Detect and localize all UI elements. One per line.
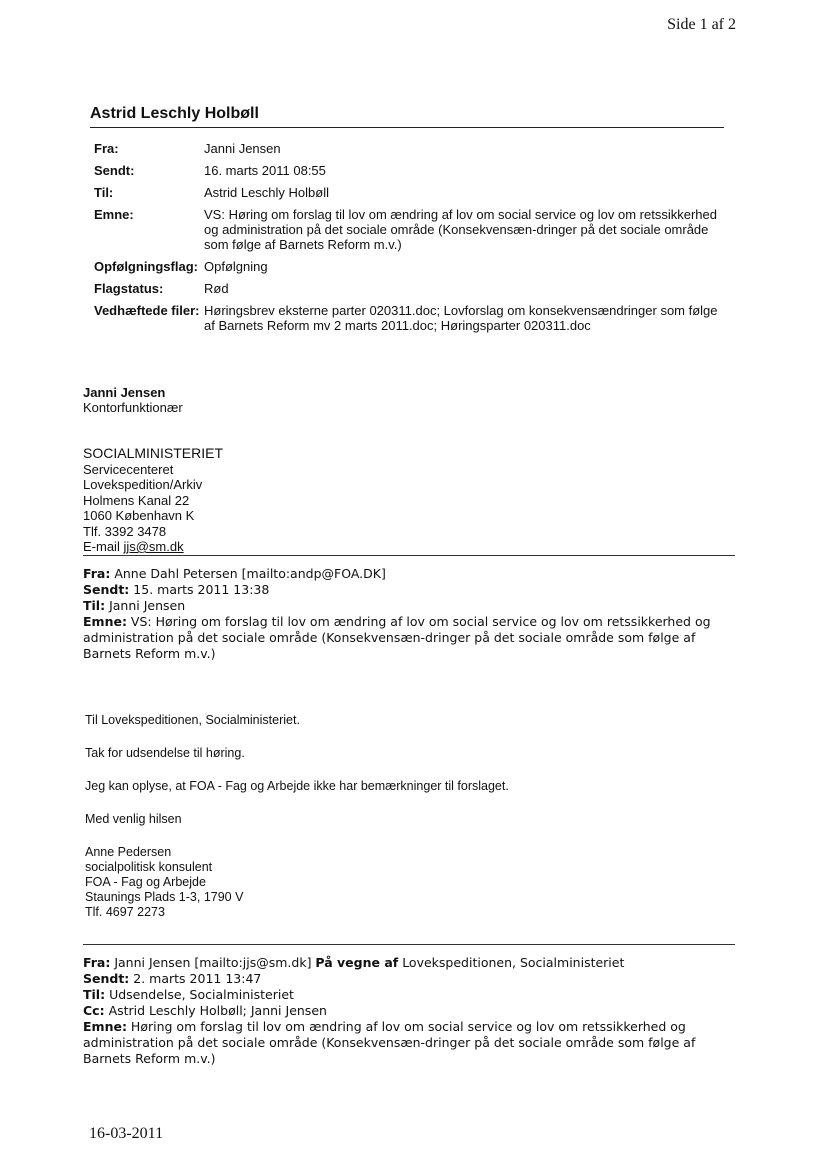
sender-line: Anne Pedersen: [85, 845, 172, 859]
message-body-line: Jeg kan oplyse, at FOA - Fag og Arbejde ikke har bemærkninger til forslaget.: [85, 779, 509, 793]
email-header-table: [94, 141, 724, 333]
header-value: 16. marts 2011 08:55: [204, 163, 326, 178]
message-body-line: Tak for udsendelse til høring.: [85, 746, 245, 760]
organization-block: [83, 446, 223, 555]
signature-title: Kontorfunktionær: [83, 400, 183, 415]
msg2-from: Fra: Janni Jensen [mailto:jjs@sm.dk] På vegne af Lovekspeditionen, Socialministeriet: [83, 955, 625, 970]
forwarded-message-1-header: [83, 566, 723, 662]
msg1-from: Fra: Anne Dahl Petersen [mailto:andp@FOA.DK]: [83, 566, 386, 581]
header-row-attachments: [94, 303, 724, 333]
header-row-flag-status: [94, 281, 724, 303]
message-body-greeting: Til Lovekspeditionen, Socialministeriet.: [85, 713, 300, 727]
header-label: Opfølgningsflag:: [94, 259, 198, 274]
email-link[interactable]: jjs@sm.dk: [123, 539, 184, 554]
sender-line: socialpolitisk konsulent: [85, 860, 213, 874]
footer-date: 16-03-2011: [89, 1125, 164, 1142]
header-value: VS: Høring om forslag til lov om ændring af lov om social service og lov om retssikkerhed og administration på det sociale område (Konsekvensæn-dringer på det sociale område som følge af Barnets Reform m.v.): [204, 207, 717, 252]
header-row-followup-flag: [94, 259, 724, 281]
msg1-subject: Emne: VS: Høring om forslag til lov om ændring af lov om social service og lov om retssikkerhed og administration på det sociale område (Konsekvensæn-dringer på det sociale område som følge af Barnets Reform m.v.): [83, 614, 711, 661]
attachments-list[interactable]: Høringsbrev eksterne parter 020311.doc; Lovforslag om konsekvensændringer som følge af Barnets Reform mv 2 marts 2011.doc; Høringsparter 020311.doc: [204, 303, 718, 333]
msg2-to: Til: Udsendelse, Socialministeriet: [83, 987, 294, 1002]
header-row-sent: [94, 163, 724, 185]
header-label: Flagstatus:: [94, 281, 164, 296]
header-row-to: [94, 185, 724, 207]
header-value: Rød: [204, 281, 229, 296]
header-label: Vedhæftede filer:: [94, 303, 200, 318]
header-row-from: [94, 141, 724, 163]
organization-line: Lovekspedition/Arkiv: [83, 477, 203, 492]
header-divider: [90, 127, 724, 128]
msg1-to: Til: Janni Jensen: [83, 598, 186, 613]
mailbox-owner-name: Astrid Leschly Holbøll: [90, 105, 259, 122]
organization-line: Tlf. 3392 3478: [83, 523, 167, 539]
msg2-cc: Cc: Astrid Leschly Holbøll; Janni Jensen: [83, 1003, 327, 1018]
header-label: Fra:: [94, 141, 119, 156]
header-value: Opfølgning: [204, 259, 268, 274]
signature-name: Janni Jensen: [83, 385, 166, 400]
forwarded-message-2-header: [83, 955, 723, 1067]
organization-line: 1060 København K: [83, 508, 195, 523]
message-body-closing: Med venlig hilsen: [85, 812, 182, 826]
sender-line: FOA - Fag og Arbejde: [85, 875, 206, 889]
msg2-subject: Emne: Høring om forslag til lov om ændring af lov om social service og lov om retssikkerhed og administration på det sociale område (Konsekvensæn-dringer på det sociale område som følge af Barnets Reform m.v.): [83, 1019, 696, 1066]
sender-signature: [85, 845, 243, 920]
msg2-sent: Sendt: 2. marts 2011 13:47: [83, 971, 262, 986]
email-prefix: E-mail: [83, 539, 124, 554]
organization-email-line: [83, 539, 223, 555]
message-divider: [83, 555, 735, 556]
header-label: Emne:: [94, 207, 134, 222]
organization-line: Servicecenteret: [83, 461, 174, 477]
sender-line: Staunings Plads 1-3, 1790 V: [85, 890, 244, 904]
header-row-subject: [94, 207, 724, 259]
header-value: Astrid Leschly Holbøll: [204, 185, 329, 200]
message-divider: [83, 944, 735, 945]
header-label: Til:: [94, 185, 114, 200]
page-number: Side 1 af 2: [667, 16, 736, 33]
signature-block: [83, 385, 183, 415]
organization-name: SOCIALMINISTERIET: [83, 445, 224, 461]
msg1-sent: Sendt: 15. marts 2011 13:38: [83, 582, 270, 597]
sender-line: Tlf. 4697 2273: [85, 905, 165, 919]
header-value: Janni Jensen: [204, 141, 281, 156]
header-label: Sendt:: [94, 163, 135, 178]
organization-line: Holmens Kanal 22: [83, 492, 190, 508]
